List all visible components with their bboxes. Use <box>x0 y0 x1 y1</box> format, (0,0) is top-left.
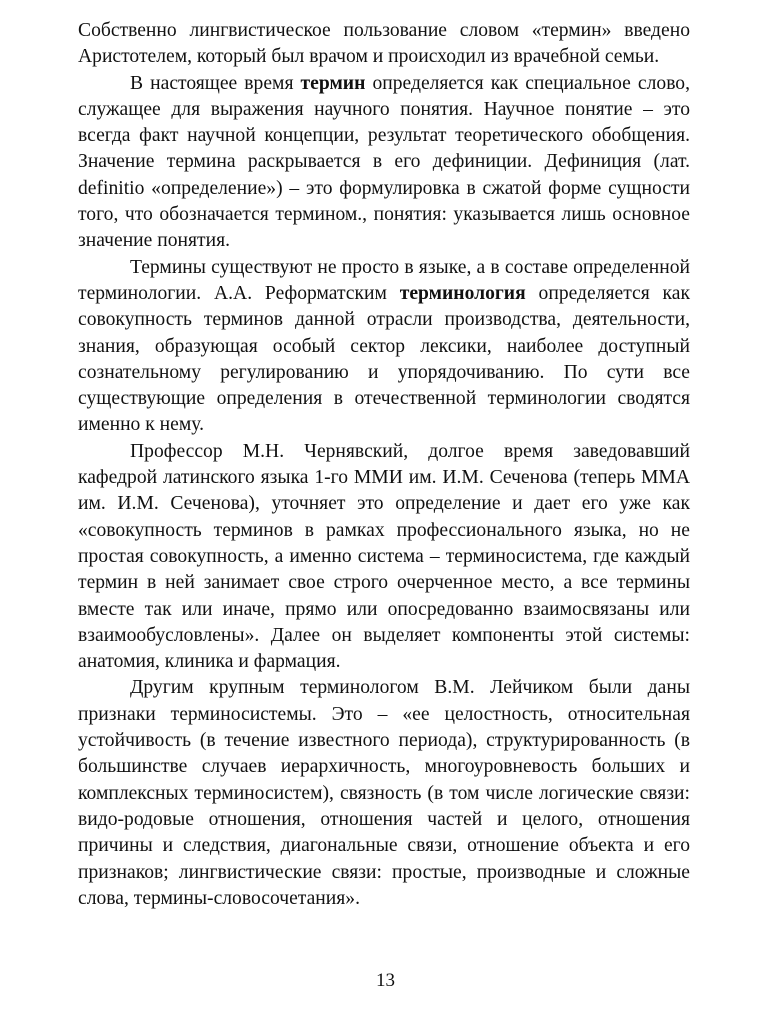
page-text-body <box>78 18 690 912</box>
paragraph-1-text: Собственно лингвистическое пользование словом «термин» введено Аристотелем, который был врачом и происходил из врачебной семьи. <box>78 20 690 68</box>
term-bold-terminologiya: терминология <box>399 282 526 304</box>
paragraph-1 <box>78 18 690 71</box>
paragraph-2-text-b: определяется как специальное слово, служащее для выражения научного понятия. Научное понятие – это всегда факт научной концепции, результат теоретического обобщения. Значение термина раскрывается в его дефиниции. Дефиниция (лат. definitio «определение») – это формулировка в сжатой форме сущности того, что обозначается термином., понятия: указывается лишь основное значение понятия. <box>78 72 691 252</box>
paragraph-4 <box>78 439 690 676</box>
paragraph-3 <box>78 255 690 439</box>
paragraph-3-text-b: определяется как совокупность терминов данной отрасли производства, деятельности, знания, образующая особый сектор лексики, наиболее доступный сознательному регулированию и упорядочиванию. По сути все существующие определения в отечественной терминологии сводятся именно к нему. <box>78 282 690 436</box>
paragraph-2 <box>78 71 690 255</box>
paragraph-3-text-a: Термины существуют не просто в языке, а в составе определенной терминологии. А.А. Реформатским <box>78 256 690 304</box>
term-bold-termin: термин <box>300 72 366 94</box>
page-number: 13 <box>376 970 395 991</box>
paragraph-5-text: Другим крупным терминологом В.М. Лейчиком были даны признаки терминосистемы. Это – «ее целостность, относительная устойчивость (в течение известного периода), структурированность (в большинстве случаев иерархичность, многоуровневость больших и комплексных терминосистем), связность (в том числе логические связи: видо-родовые отношения, отношения частей и целого, отношения причины и следствия, диагональные связи, отношение объекта и его признаков; лингвистические связи: простые, производные и сложные слова, термины-словосочетания». <box>78 677 690 909</box>
paragraph-4-text: Профессор М.Н. Чернявский, долгое время заведовавший кафедрой латинского языка 1-го ММИ им. И.М. Сеченова (теперь ММА им. И.М. Сеченова), уточняет это определение и дает его уже как «совокупность терминов в рамках профессионального языка, но не простая совокупность, а именно система – терминосистема, где каждый термин в ней занимает свое строго очерченное место, а все термины вместе так или иначе, прямо или опосредованно взаимосвязаны или взаимообусловлены». Далее он выделяет компоненты этой системы: анатомия, клиника и фармация. <box>78 440 690 673</box>
paragraph-5 <box>78 675 690 912</box>
paragraph-2-text-a: В настоящее время <box>130 72 301 94</box>
